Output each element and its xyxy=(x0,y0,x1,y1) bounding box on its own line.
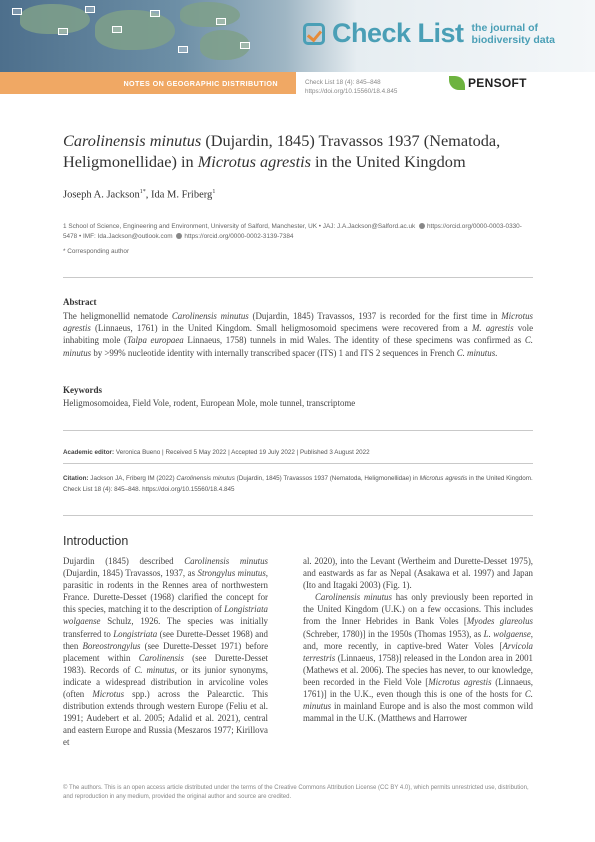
issue-citation: Check List 18 (4): 845–848 xyxy=(305,79,381,86)
intro-paragraph: Carolinensis minutus has only previously been reported in the United Kingdom (U.K.) on a few occasions. This includes from the Inner Hebrides in Bank Voles [Myodes glareolus (Schreber, 1780)] in the 1950s (Thomas 1953), as L. wolgaense, and, more recently, in captive-bred Water Voles [Arvicola terrestris (Linnaeus, 1758)] released in the London area in 2001 (Mathews et al. 2006). The species has never, to our knowledge, been recorded in the Field Vole [Microtus agrestis (Linnaeus, 1761)] in the U.K., even though this is one of the hosts for C. minutus in mainland Europe and is also the most common wild mammal in the U.K. (Matthews and Harrower xyxy=(303,592,533,724)
world-map-shape xyxy=(180,2,240,27)
keywords-heading: Keywords xyxy=(63,385,102,395)
abstract-heading: Abstract xyxy=(63,297,97,307)
license-footer: © The authors. This is an open access article distributed under the terms of the Creative Commons Attribution License (CC BY 4.0), which permits unrestricted use, distribution, and reproduction in any medium, provided the original author and source are credited. xyxy=(63,785,529,800)
introduction-heading: Introduction xyxy=(63,534,129,548)
intro-column-right xyxy=(303,555,533,724)
envelope-icon xyxy=(240,42,250,49)
checkbox-logo-icon xyxy=(303,23,325,45)
orcid-link[interactable]: https://orcid.org/0000-0003-0330-5478 • IMF: Ida.Jackson@outlook.com xyxy=(63,223,522,240)
journal-banner xyxy=(0,0,595,72)
citation-text: Citation: Jackson JA, Friberg IM (2022) Carolinensis minutus (Dujardin, 1845) Travassos 1937 (Nematoda, Heligmonellidae) in Microtus agrestis in the United Kingdom. Check List 18 (4): 845–848. https://doi.org/10.15560/18.4.845 xyxy=(63,475,533,493)
orcid-icon xyxy=(419,223,425,229)
intro-paragraph: al. 2020), into the Levant (Wertheim and Durette-Desset 1975), and eastwards as far as Nepal (Asakawa et al. 1997) and Japan (Ito and Itagaki 2003) (Fig. 1). xyxy=(303,556,533,591)
corresponding-author-note: * Corresponding author xyxy=(63,248,130,255)
journal-tagline: the journal of biodiversity data xyxy=(471,21,555,46)
envelope-icon xyxy=(112,26,122,33)
keywords-text: Heligmosomoidea, Field Vole, rodent, European Mole, mole tunnel, transcriptome xyxy=(63,398,356,408)
divider xyxy=(63,430,533,431)
intro-column-left xyxy=(63,555,268,749)
orcid-link[interactable]: https://orcid.org/0000-0002-3139-7384 xyxy=(184,233,294,240)
editorial-dates: Academic editor: Veronica Bueno | Received 5 May 2022 | Accepted 19 July 2022 | Published 3 August 2022 xyxy=(63,449,370,456)
article-title: Carolinensis minutus (Dujardin, 1845) Travassos 1937 (Nematoda, Heligmonellidae) in Microtus agrestis in the United Kingdom xyxy=(63,131,501,171)
affiliations: 1 School of Science, Engineering and Environment, University of Salford, Manchester, UK • JAJ: J.A.Jackson@Salford.ac.uk https://orcid.org/0000-0003-0330-5478 • IMF: Ida.Jackson@outlook.com https://orcid.org/0000-0002-3139-7384 xyxy=(63,223,522,240)
divider xyxy=(63,277,533,278)
author-name[interactable]: , Ida M. Friberg xyxy=(145,189,213,201)
journal-name: Check List xyxy=(332,18,464,48)
world-map-shape xyxy=(95,10,175,50)
envelope-icon xyxy=(85,6,95,13)
pensoft-leaf-icon xyxy=(449,76,465,90)
orcid-icon xyxy=(176,233,182,239)
intro-paragraph: Dujardin (1845) described Carolinensis minutus (Dujardin, 1845) Travassos, 1937, as Strongylus minutus, parasitic in rodents in the Rennes area of northwestern France. Durette-Desset (1968) clarified the concept for this species, matching it to the description of Longistriata wolgaense Schulz, 1926. The species was initially transferred to Longistriata (see Durette-Desset 1968) and then Boreostrongylus (see Durette-Desset 1971) before placement within Carolinensis (see Durette-Desset 1983). Records of C. minutus, or its junior synonyms, indicate a widespread distribution in arvicoline voles (often Microtus spp.) across the Palearctic. This distribution extends through western Europe (Feliu et al. 1991; Audebert et al. 2005; Adalid et al. 2021), central and eastern Europe and Russia (Meszaros 1977; Kirillova et xyxy=(63,556,269,748)
divider xyxy=(63,463,533,464)
world-map-shape xyxy=(20,4,90,34)
envelope-icon xyxy=(178,46,188,53)
issue-doi-link[interactable]: https://doi.org/10.15560/18.4.845 xyxy=(305,88,398,95)
divider xyxy=(63,515,533,516)
envelope-icon xyxy=(58,28,68,35)
publisher-name: PENSOFT xyxy=(468,76,527,90)
envelope-icon xyxy=(12,8,22,15)
envelope-icon xyxy=(150,10,160,17)
abstract-text: The heligmonellid nematode Carolinensis minutus (Dujardin, 1845) Travassos, 1937 is recorded for the first time in Microtus agrestis (Linnaeus, 1761) in the United Kingdom. Small heligmosomoid specimens were recovered from a M. agrestis vole inhabiting mole (Talpa europaea Linnaeus, 1758) tunnels in mid Wales. The identity of these specimens was confirmed as C. minutus by >99% nucleotide identity with internally transcribed spacer (ITS) 1 and ITS 2 sequences in French C. minutus. xyxy=(63,311,534,358)
journal-logo[interactable] xyxy=(303,18,555,49)
author-name[interactable]: Joseph A. Jackson xyxy=(63,189,140,201)
author-list: Joseph A. Jackson$^{1*}$, Ida M. Friberg$^1$ xyxy=(63,189,216,201)
section-label-bar xyxy=(0,72,296,94)
issue-meta xyxy=(305,78,397,96)
section-label: NOTES ON GEOGRAPHIC DISTRIBUTION xyxy=(123,78,278,88)
publisher-logo[interactable] xyxy=(449,76,527,90)
envelope-icon xyxy=(216,18,226,25)
